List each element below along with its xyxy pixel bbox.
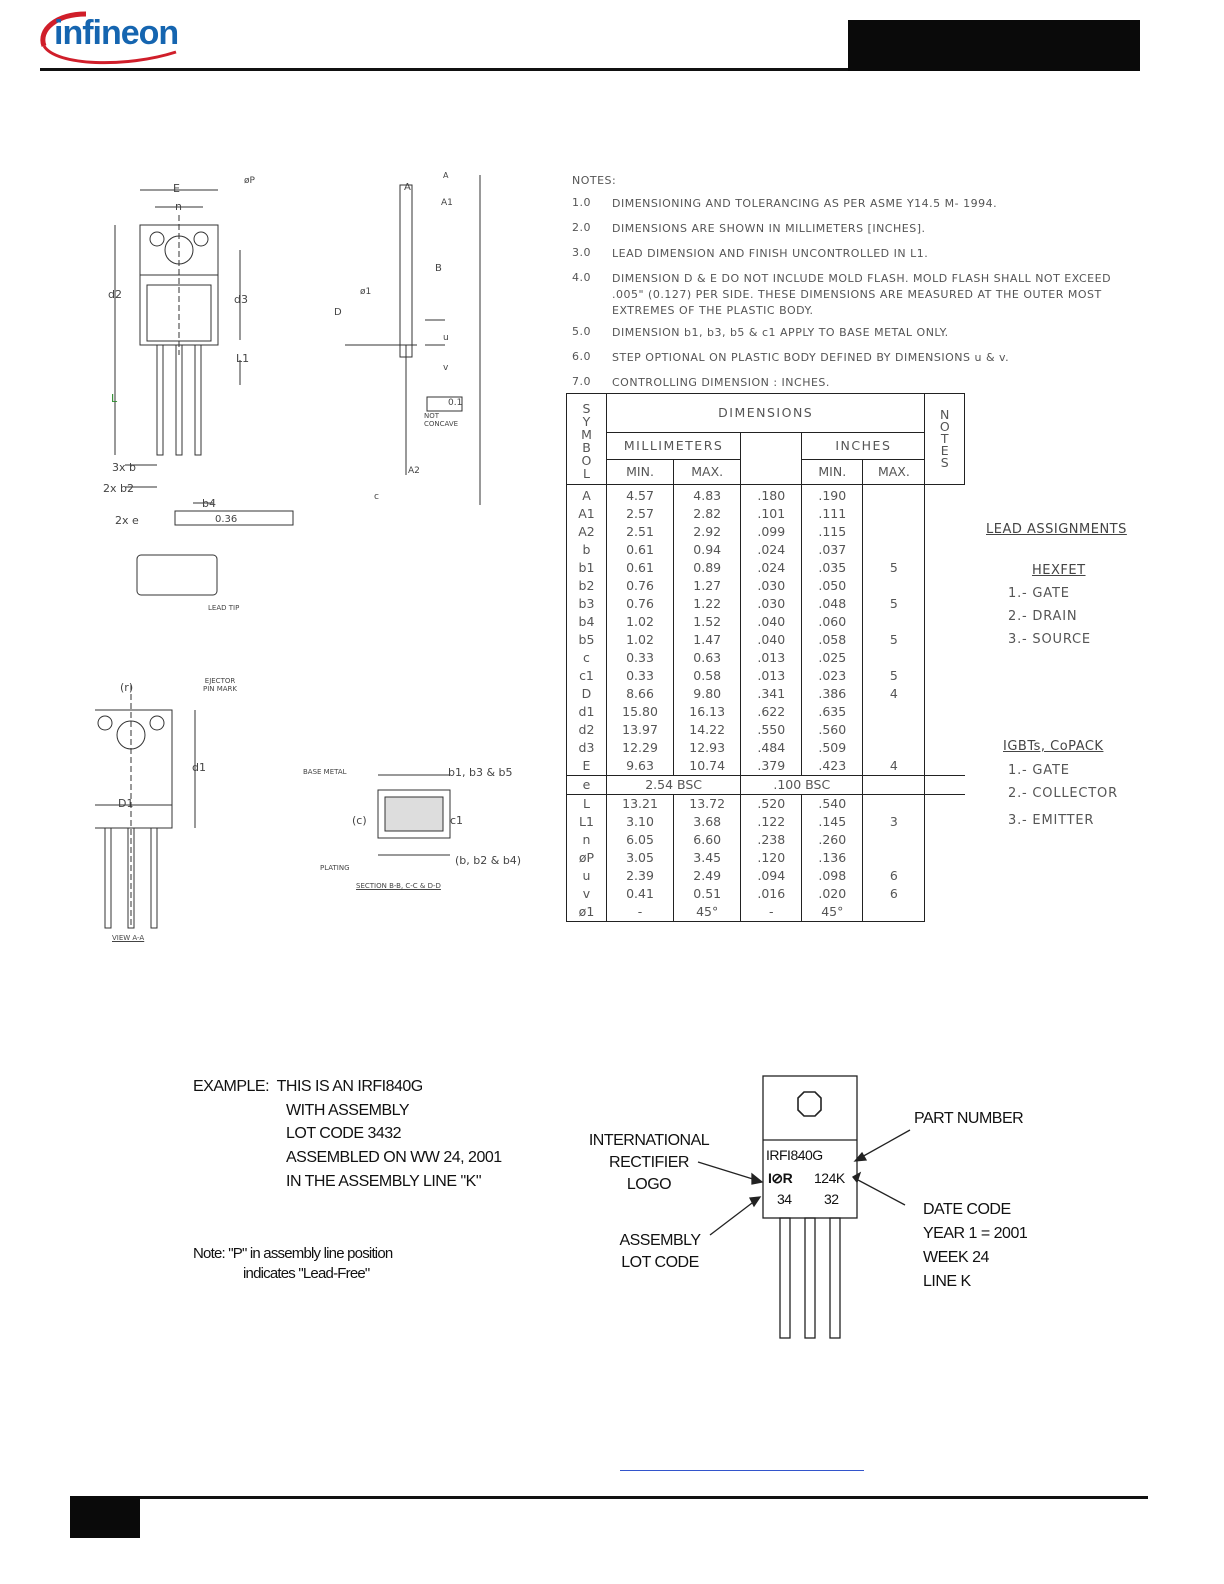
note-number: 5.0 <box>572 325 591 338</box>
notes-title: NOTES: <box>572 174 617 187</box>
note-text: STEP OPTIONAL ON PLASTIC BODY DEFINED BY DIMENSIONS u & v. <box>612 351 1010 364</box>
label-r: (r) <box>120 681 134 694</box>
note-number: 4.0 <box>572 271 591 284</box>
table-cell: .622 <box>741 703 802 721</box>
table-cell: 13.72 <box>674 795 741 814</box>
label-section: SECTION B-B, C-C & D-D <box>356 882 441 890</box>
table-cell: 0.76 <box>606 577 673 595</box>
table-cell: 5 <box>863 559 925 577</box>
table-cell: 0.33 <box>606 667 673 685</box>
note-text: DIMENSIONS ARE SHOWN IN MILLIMETERS [INCHES]. <box>612 222 926 235</box>
table-cell <box>863 903 925 922</box>
label-phiP: øP <box>244 176 255 186</box>
igbt-title: IGBTs, CoPACK <box>1003 739 1104 754</box>
table-cell: .190 <box>802 485 863 506</box>
label-D: D <box>334 307 342 318</box>
example-line: ASSEMBLED ON WW 24, 2001 <box>286 1149 502 1166</box>
table-row <box>567 776 965 795</box>
table-cell: 0.61 <box>606 541 673 559</box>
table-cell <box>863 649 925 667</box>
intl-rectifier-label <box>586 1130 712 1196</box>
table-cell: 2.54 BSC <box>606 776 740 795</box>
chip-lot-34: 34 <box>777 1191 792 1207</box>
in-max-header: MAX. <box>863 460 925 485</box>
note-item <box>572 271 1132 319</box>
table-cell: .030 <box>741 577 802 595</box>
table-cell: .540 <box>802 795 863 814</box>
table-cell: 2.92 <box>674 523 741 541</box>
example-line: LOT CODE 3432 <box>286 1125 402 1142</box>
table-cell <box>863 721 925 739</box>
vertical-header-letter: B <box>582 440 591 455</box>
table-cell: 1.22 <box>674 595 741 613</box>
table-cell: .040 <box>741 631 802 649</box>
igbt-item: 1.- GATE <box>1008 763 1070 778</box>
table-cell: 5 <box>863 667 925 685</box>
table-cell: .035 <box>802 559 863 577</box>
table-cell: .560 <box>802 721 863 739</box>
package-outline-drawing <box>95 155 555 955</box>
column-gap <box>741 433 802 485</box>
note-item <box>572 196 1132 212</box>
table-cell: .058 <box>802 631 863 649</box>
table-cell: .013 <box>741 649 802 667</box>
table-row <box>567 757 965 776</box>
table-row <box>567 613 965 631</box>
footer-page-box <box>70 1496 140 1538</box>
table-cell: A2 <box>567 523 607 541</box>
table-cell: 0.58 <box>674 667 741 685</box>
assembly-lot-label <box>610 1230 710 1274</box>
table-row <box>567 721 965 739</box>
label-b4: b4 <box>202 497 216 510</box>
table-row <box>567 523 965 541</box>
table-cell: ø1 <box>567 903 607 922</box>
table-cell: n <box>567 831 607 849</box>
label-L: L <box>111 392 118 405</box>
part-marking-diagram <box>690 1070 930 1345</box>
assembly-line: ASSEMBLY <box>619 1232 701 1249</box>
table-cell: L1 <box>567 813 607 831</box>
table-cell: 1.52 <box>674 613 741 631</box>
table-cell: 3.45 <box>674 849 741 867</box>
table-row <box>567 903 965 922</box>
table-cell: .050 <box>802 577 863 595</box>
label-v: v <box>443 363 449 373</box>
table-cell: c1 <box>567 667 607 685</box>
table-cell: 12.29 <box>606 739 673 757</box>
label-tol: 0.36 <box>215 514 238 525</box>
example-line: EXAMPLE: THIS IS AN IRFI840G <box>193 1078 423 1095</box>
vertical-header-letter: O <box>939 419 950 434</box>
table-cell: b1 <box>567 559 607 577</box>
dimensions-header: DIMENSIONS <box>606 394 925 433</box>
table-row <box>567 631 965 649</box>
in-min-header: MIN. <box>802 460 863 485</box>
label-2xe: 2x e <box>115 514 139 527</box>
note-text: DIMENSION b1, b3, b5 & c1 APPLY TO BASE METAL ONLY. <box>612 326 949 339</box>
table-cell <box>863 485 925 506</box>
table-cell <box>863 613 925 631</box>
table-cell: 1.02 <box>606 613 673 631</box>
label-n: n <box>175 200 182 213</box>
table-cell: .025 <box>802 649 863 667</box>
table-cell: .048 <box>802 595 863 613</box>
table-cell: e <box>567 776 607 795</box>
table-cell: 0.63 <box>674 649 741 667</box>
table-cell <box>863 541 925 559</box>
vertical-header-letter: O <box>581 453 592 468</box>
table-row <box>567 795 965 814</box>
label-not-concave: NOT CONCAVE <box>424 412 459 428</box>
table-cell: .180 <box>741 485 802 506</box>
label-B: B <box>435 263 442 274</box>
label-lead-tip: LEAD TIP <box>208 604 240 612</box>
label-ejector: EJECTOR PIN MARK <box>202 677 238 693</box>
table-cell: 2.51 <box>606 523 673 541</box>
vertical-header-letter: S <box>940 455 949 470</box>
label-L1: L1 <box>236 352 250 365</box>
note-number: 3.0 <box>572 246 591 259</box>
table-cell: E <box>567 757 607 776</box>
label-base-metal: BASE METAL <box>303 768 347 776</box>
table-cell: 45° <box>674 903 741 922</box>
table-row <box>567 577 965 595</box>
table-cell: 1.02 <box>606 631 673 649</box>
mm-header: MILLIMETERS <box>606 433 740 460</box>
table-cell: - <box>741 903 802 922</box>
table-cell <box>863 831 925 849</box>
table-row <box>567 559 965 577</box>
table-row <box>567 849 965 867</box>
table-cell: d1 <box>567 703 607 721</box>
infineon-logo <box>36 8 186 68</box>
table-cell <box>863 849 925 867</box>
date-line: DATE CODE <box>923 1201 1011 1218</box>
table-cell: b <box>567 541 607 559</box>
table-cell <box>863 776 925 795</box>
table-cell: 9.63 <box>606 757 673 776</box>
table-cell: 0.94 <box>674 541 741 559</box>
date-line: WEEK 24 <box>923 1249 989 1266</box>
hexfet-item: 3.- SOURCE <box>1008 632 1091 647</box>
table-row <box>567 867 965 885</box>
intl-line: RECTIFIER <box>609 1154 689 1171</box>
table-cell: 4.83 <box>674 485 741 506</box>
table-cell: 3.10 <box>606 813 673 831</box>
table-cell: 0.33 <box>606 649 673 667</box>
label-b-b2-b4: (b, b2 & b4) <box>455 854 522 867</box>
table-row <box>567 703 965 721</box>
label-phi1: ø1 <box>360 287 372 297</box>
part-number-label: PART NUMBER <box>914 1110 1024 1127</box>
table-cell: 0.41 <box>606 885 673 903</box>
table-cell: d3 <box>567 739 607 757</box>
label-view: VIEW A-A <box>112 934 145 942</box>
table-cell: 3.05 <box>606 849 673 867</box>
table-cell: A <box>567 485 607 506</box>
table-row <box>567 831 965 849</box>
table-cell: c <box>567 649 607 667</box>
table-cell: 5 <box>863 631 925 649</box>
table-cell: .101 <box>741 505 802 523</box>
table-cell: 4 <box>863 757 925 776</box>
table-cell: .386 <box>802 685 863 703</box>
date-line: LINE K <box>923 1273 971 1290</box>
table-cell: b2 <box>567 577 607 595</box>
table-cell: .120 <box>741 849 802 867</box>
table-cell: 1.47 <box>674 631 741 649</box>
table-cell: A1 <box>567 505 607 523</box>
table-cell: 0.89 <box>674 559 741 577</box>
label-u: u <box>443 333 449 343</box>
note-text: LEAD DIMENSION AND FINISH UNCONTROLLED IN L1. <box>612 247 929 260</box>
date-line: YEAR 1 = 2001 <box>923 1225 1028 1242</box>
table-cell: 0.61 <box>606 559 673 577</box>
label-c-paren: (c) <box>352 814 367 827</box>
table-cell: 3.68 <box>674 813 741 831</box>
table-cell: .341 <box>741 685 802 703</box>
table-cell: 2.39 <box>606 867 673 885</box>
table-cell: b4 <box>567 613 607 631</box>
table-cell: v <box>567 885 607 903</box>
note-text: DIMENSION D & E DO NOT INCLUDE MOLD FLASH. MOLD FLASH SHALL NOT EXCEED .005" (0.127) PER SIDE. THESE DIMENSIONS ARE MEASURED AT THE OUTER MOST EXTREMES OF THE PLASTIC BODY. <box>612 272 1112 317</box>
table-cell: 8.66 <box>606 685 673 703</box>
table-cell: .094 <box>741 867 802 885</box>
table-cell: øP <box>567 849 607 867</box>
table-cell: .037 <box>802 541 863 559</box>
chip-date-code: 124K <box>814 1170 845 1186</box>
table-cell: .016 <box>741 885 802 903</box>
table-cell: b3 <box>567 595 607 613</box>
label-3xb: 3x b <box>112 461 136 474</box>
igbt-item: 3.- EMITTER <box>1008 813 1095 828</box>
note-text: DIMENSIONING AND TOLERANCING AS PER ASME Y14.5 M- 1994. <box>612 197 998 210</box>
table-cell: 45° <box>802 903 863 922</box>
table-row <box>567 739 965 757</box>
note-item <box>572 350 1132 366</box>
note-item <box>572 375 1132 391</box>
hexfet-title: HEXFET <box>1032 563 1086 578</box>
table-cell: 15.80 <box>606 703 673 721</box>
vertical-header-letter: E <box>940 443 949 458</box>
table-cell: L <box>567 795 607 814</box>
vertical-header-letter: T <box>940 431 949 446</box>
table-cell: .115 <box>802 523 863 541</box>
header-black-box <box>848 20 1140 71</box>
table-cell: .100 BSC <box>741 776 863 795</box>
label-A1: A1 <box>441 198 453 208</box>
table-cell: 4.57 <box>606 485 673 506</box>
table-cell: .020 <box>802 885 863 903</box>
chip-ir-logo: I⊘R <box>768 1170 793 1186</box>
label-D1: D1 <box>118 797 134 810</box>
note-item <box>572 246 1132 262</box>
lead-assignments-title: LEAD ASSIGNMENTS <box>986 522 1127 537</box>
table-cell: 16.13 <box>674 703 741 721</box>
table-cell: D <box>567 685 607 703</box>
table-cell <box>863 795 925 814</box>
table-cell: 0.51 <box>674 885 741 903</box>
table-row <box>567 885 965 903</box>
note-number: 1.0 <box>572 196 591 209</box>
table-cell: .060 <box>802 613 863 631</box>
vertical-header-letter: M <box>581 427 592 442</box>
example-line: IN THE ASSEMBLY LINE "K" <box>286 1173 481 1190</box>
table-cell: .238 <box>741 831 802 849</box>
table-cell: .023 <box>802 667 863 685</box>
table-cell: .024 <box>741 559 802 577</box>
label-E: E <box>173 182 180 195</box>
table-cell: .423 <box>802 757 863 776</box>
note-item <box>572 325 1132 341</box>
hexfet-item: 1.- GATE <box>1008 586 1070 601</box>
mm-max-header: MAX. <box>674 460 741 485</box>
table-row <box>567 485 965 506</box>
table-cell: 6 <box>863 867 925 885</box>
table-cell: .379 <box>741 757 802 776</box>
chip-part-number: IRFI840G <box>766 1147 823 1163</box>
symbol-header <box>567 394 607 485</box>
table-cell: 4 <box>863 685 925 703</box>
table-row <box>567 595 965 613</box>
table-cell: 14.22 <box>674 721 741 739</box>
label-plating: PLATING <box>320 864 350 872</box>
table-cell: 6.60 <box>674 831 741 849</box>
footer-rule <box>70 1496 1148 1499</box>
vertical-header-letter: N <box>940 407 950 422</box>
vertical-header-letter: S <box>582 401 591 416</box>
table-cell: .484 <box>741 739 802 757</box>
table-row <box>567 813 965 831</box>
note-number: 7.0 <box>572 375 591 388</box>
label-datum-A: A <box>443 171 449 180</box>
table-cell: .260 <box>802 831 863 849</box>
table-cell: .111 <box>802 505 863 523</box>
table-cell: 1.27 <box>674 577 741 595</box>
assembly-line: LOT CODE <box>621 1254 699 1271</box>
table-cell: 0.76 <box>606 595 673 613</box>
table-cell <box>863 739 925 757</box>
table-cell: 12.93 <box>674 739 741 757</box>
table-cell: u <box>567 867 607 885</box>
table-cell <box>863 703 925 721</box>
table-cell: 9.80 <box>674 685 741 703</box>
table-cell: 13.97 <box>606 721 673 739</box>
table-row <box>567 505 965 523</box>
label-c1: c1 <box>450 814 464 827</box>
table-cell: 5 <box>863 595 925 613</box>
note-number: 6.0 <box>572 350 591 363</box>
label-A: A <box>404 182 411 193</box>
table-cell: .550 <box>741 721 802 739</box>
hexfet-item: 2.- DRAIN <box>1008 609 1078 624</box>
mm-min-header: MIN. <box>606 460 673 485</box>
table-cell: .635 <box>802 703 863 721</box>
label-d2: d2 <box>108 288 122 301</box>
notes-header <box>925 394 965 485</box>
table-cell: d2 <box>567 721 607 739</box>
table-cell: 6 <box>863 885 925 903</box>
note-text: CONTROLLING DIMENSION : INCHES. <box>612 376 830 389</box>
table-row <box>567 685 965 703</box>
in-header: INCHES <box>802 433 925 460</box>
table-cell: 10.74 <box>674 757 741 776</box>
table-cell: .030 <box>741 595 802 613</box>
label-d3: d3 <box>234 293 248 306</box>
example-line: WITH ASSEMBLY <box>286 1102 410 1119</box>
label-c: c <box>374 492 379 502</box>
table-cell: .013 <box>741 667 802 685</box>
logo-text: infineon <box>54 14 179 52</box>
notes-block <box>572 174 1132 400</box>
table-cell <box>863 523 925 541</box>
dimensions-table <box>566 393 965 922</box>
label-2xb2: 2x b2 <box>103 482 134 495</box>
table-cell: .040 <box>741 613 802 631</box>
label-flat: 0.1 <box>448 398 463 408</box>
table-cell: 13.21 <box>606 795 673 814</box>
intl-line: LOGO <box>626 1176 672 1193</box>
vertical-header-letter: L <box>582 466 590 481</box>
table-cell: .024 <box>741 541 802 559</box>
table-cell: 3 <box>863 813 925 831</box>
table-cell: 2.49 <box>674 867 741 885</box>
footer-link-underline[interactable] <box>620 1470 864 1471</box>
table-cell: .520 <box>741 795 802 814</box>
table-row <box>567 541 965 559</box>
note-number: 2.0 <box>572 221 591 234</box>
intl-line: INTERNATIONAL <box>588 1132 710 1149</box>
table-cell: .099 <box>741 523 802 541</box>
table-cell: - <box>606 903 673 922</box>
table-cell <box>863 577 925 595</box>
vertical-header-letter: Y <box>582 414 591 429</box>
table-cell: .145 <box>802 813 863 831</box>
chip-lot-32: 32 <box>824 1191 839 1207</box>
table-cell: 2.57 <box>606 505 673 523</box>
table-cell: .509 <box>802 739 863 757</box>
table-cell: 6.05 <box>606 831 673 849</box>
note-item <box>572 221 1132 237</box>
table-cell: .136 <box>802 849 863 867</box>
igbt-item: 2.- COLLECTOR <box>1008 786 1118 801</box>
table-cell: .098 <box>802 867 863 885</box>
table-cell <box>863 505 925 523</box>
label-b135: b1, b3 & b5 <box>448 766 513 779</box>
table-row <box>567 667 965 685</box>
table-cell: b5 <box>567 631 607 649</box>
table-row <box>567 649 965 667</box>
table-cell: .122 <box>741 813 802 831</box>
lead-free-note: Note: "P" in assembly line position <box>193 1245 393 1262</box>
date-code-label <box>923 1198 1027 1294</box>
table-cell: 2.82 <box>674 505 741 523</box>
lead-free-note: indicates "Lead-Free" <box>243 1265 370 1282</box>
label-A2: A2 <box>408 466 420 476</box>
label-d1: d1 <box>192 761 206 774</box>
